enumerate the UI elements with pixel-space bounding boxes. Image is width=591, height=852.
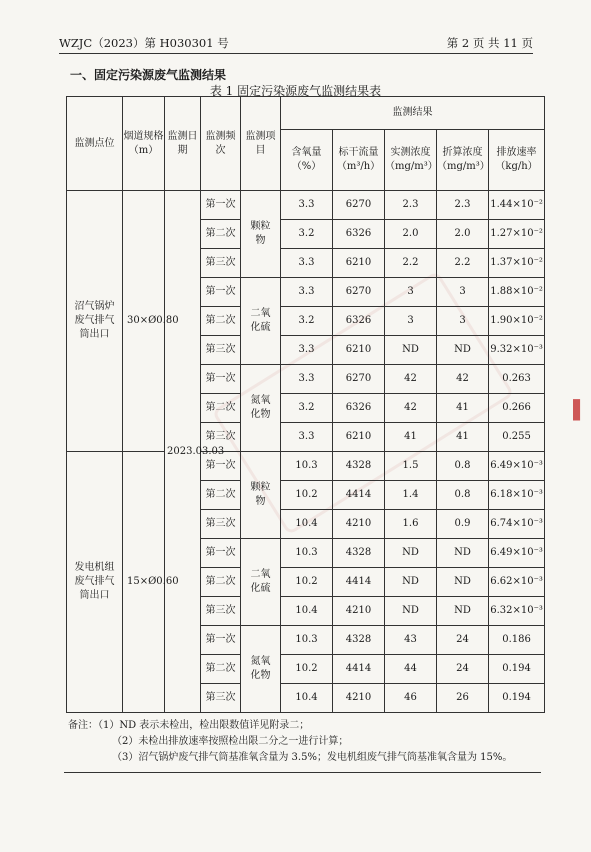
col-header-rate: 排放速率（kg/h） (489, 130, 545, 191)
frequency-cell: 第一次 (201, 539, 241, 568)
frequency-cell: 第一次 (201, 365, 241, 394)
table-caption: 表 1 固定污染源废气监测结果表 (209, 84, 382, 98)
converted-cell: 2.2 (437, 249, 489, 278)
measured-cell: 41 (385, 423, 437, 452)
col-header-converted: 折算浓度（mg/m³） (437, 130, 489, 191)
flow-cell: 6326 (333, 394, 385, 423)
col-header-point: 监测点位 (67, 97, 123, 191)
pollutant-item: 二氧化硫 (241, 278, 281, 365)
converted-cell: ND (437, 568, 489, 597)
frequency-cell: 第三次 (201, 336, 241, 365)
footer-divider (64, 772, 541, 773)
flow-cell: 4328 (333, 626, 385, 655)
oxygen-cell: 10.3 (281, 452, 333, 481)
rate-cell: 0.194 (489, 684, 545, 713)
measured-cell: 1.5 (385, 452, 437, 481)
rate-cell: 6.74×10⁻³ (489, 510, 545, 539)
flow-cell: 4328 (333, 452, 385, 481)
oxygen-cell: 10.2 (281, 481, 333, 510)
rate-cell: 6.18×10⁻³ (489, 481, 545, 510)
flow-cell: 4210 (333, 510, 385, 539)
rate-cell: 1.37×10⁻² (489, 249, 545, 278)
frequency-cell: 第一次 (201, 191, 241, 220)
frequency-cell: 第二次 (201, 568, 241, 597)
flow-cell: 4414 (333, 568, 385, 597)
note-3: （3）沼气锅炉废气排气筒基准氧含量为 3.5%；发电机组废气排气筒基准氧含量为 15%。 (112, 752, 513, 763)
converted-cell: 0.9 (437, 510, 489, 539)
rate-cell: 0.186 (489, 626, 545, 655)
rate-cell: 6.49×10⁻³ (489, 452, 545, 481)
rate-cell: 1.88×10⁻² (489, 278, 545, 307)
rate-cell: 6.49×10⁻³ (489, 539, 545, 568)
measured-cell: 1.6 (385, 510, 437, 539)
flow-cell: 4210 (333, 684, 385, 713)
converted-cell: ND (437, 336, 489, 365)
flow-cell: 6270 (333, 278, 385, 307)
note-1-line (68, 718, 512, 734)
oxygen-cell: 3.2 (281, 220, 333, 249)
frequency-cell: 第二次 (201, 220, 241, 249)
flow-cell: 6326 (333, 220, 385, 249)
section-title: 一、固定污染源废气监测结果 (70, 68, 227, 82)
frequency-cell: 第二次 (201, 394, 241, 423)
measured-cell: ND (385, 336, 437, 365)
monitoring-date: 2023.03.03 (165, 191, 201, 713)
oxygen-cell: 10.3 (281, 539, 333, 568)
measured-cell: 2.2 (385, 249, 437, 278)
flow-cell: 6270 (333, 191, 385, 220)
pollutant-item: 氮氧化物 (241, 365, 281, 452)
rate-cell: 1.90×10⁻² (489, 307, 545, 336)
pollutant-item: 颗粒物 (241, 191, 281, 278)
converted-cell: 26 (437, 684, 489, 713)
measured-cell: 3 (385, 278, 437, 307)
frequency-cell: 第三次 (201, 684, 241, 713)
col-header-oxygen: 含氧量（%） (281, 130, 333, 191)
rate-cell: 0.266 (489, 394, 545, 423)
converted-cell: 24 (437, 655, 489, 684)
pollutant-item: 二氧化硫 (241, 539, 281, 626)
notes (68, 718, 512, 766)
flow-cell: 4414 (333, 481, 385, 510)
measured-cell: 43 (385, 626, 437, 655)
converted-cell: 3 (437, 307, 489, 336)
flow-cell: 6270 (333, 365, 385, 394)
measured-cell: 46 (385, 684, 437, 713)
frequency-cell: 第三次 (201, 249, 241, 278)
measured-cell: 2.3 (385, 191, 437, 220)
measured-cell: 44 (385, 655, 437, 684)
oxygen-cell: 10.4 (281, 597, 333, 626)
document-number: WZJC（2023）第 H030301 号 (59, 36, 229, 50)
monitoring-point: 沼气锅炉废气排气筒出口 (67, 191, 123, 452)
rate-cell: 1.44×10⁻² (489, 191, 545, 220)
rate-cell: 0.263 (489, 365, 545, 394)
measured-cell: ND (385, 597, 437, 626)
frequency-cell: 第一次 (201, 452, 241, 481)
measured-cell: 42 (385, 394, 437, 423)
rate-cell: 6.32×10⁻³ (489, 597, 545, 626)
table-row (67, 191, 545, 220)
converted-cell: 0.8 (437, 452, 489, 481)
rate-cell: 1.27×10⁻² (489, 220, 545, 249)
flow-cell: 4328 (333, 539, 385, 568)
page-number: 第 2 页 共 11 页 (446, 36, 533, 50)
oxygen-cell: 3.2 (281, 307, 333, 336)
frequency-cell: 第二次 (201, 655, 241, 684)
flow-cell: 4210 (333, 597, 385, 626)
monitoring-point: 发电机组废气排气筒出口 (67, 452, 123, 713)
frequency-cell: 第一次 (201, 626, 241, 655)
flow-cell: 6326 (333, 307, 385, 336)
col-header-flow: 标干流量（m³/h） (333, 130, 385, 191)
converted-cell: ND (437, 539, 489, 568)
oxygen-cell: 3.3 (281, 191, 333, 220)
converted-cell: 3 (437, 278, 489, 307)
measured-cell: 42 (385, 365, 437, 394)
oxygen-cell: 10.4 (281, 684, 333, 713)
measured-cell: 2.0 (385, 220, 437, 249)
col-header-date: 监测日期 (165, 97, 201, 191)
oxygen-cell: 10.2 (281, 655, 333, 684)
pollutant-item: 氮氧化物 (241, 626, 281, 713)
col-header-results: 监测结果 (281, 97, 545, 130)
flow-cell: 6210 (333, 249, 385, 278)
frequency-cell: 第二次 (201, 481, 241, 510)
pollutant-item: 颗粒物 (241, 452, 281, 539)
measured-cell: 3 (385, 307, 437, 336)
flow-cell: 6210 (333, 423, 385, 452)
oxygen-cell: 3.3 (281, 365, 333, 394)
stack-spec: 15×Ø0.60 (123, 452, 165, 713)
rate-cell: 0.194 (489, 655, 545, 684)
oxygen-cell: 3.3 (281, 278, 333, 307)
header-divider (59, 53, 533, 54)
oxygen-cell: 3.3 (281, 249, 333, 278)
converted-cell: 2.0 (437, 220, 489, 249)
oxygen-cell: 3.3 (281, 423, 333, 452)
frequency-cell: 第三次 (201, 597, 241, 626)
converted-cell: 41 (437, 423, 489, 452)
stack-spec: 30×Ø0.80 (123, 191, 165, 452)
frequency-cell: 第三次 (201, 423, 241, 452)
flow-cell: 4414 (333, 655, 385, 684)
measured-cell: 1.4 (385, 481, 437, 510)
col-header-item: 监测项目 (241, 97, 281, 191)
frequency-cell: 第一次 (201, 278, 241, 307)
frequency-cell: 第二次 (201, 307, 241, 336)
edge-seal-fragment: ▌ (573, 400, 587, 421)
converted-cell: 2.3 (437, 191, 489, 220)
oxygen-cell: 3.3 (281, 336, 333, 365)
frequency-cell: 第三次 (201, 510, 241, 539)
note-1: （1）ND 表示未检出，检出限数值详见附录二； (98, 720, 310, 731)
col-header-measured: 实测浓度（mg/m³） (385, 130, 437, 191)
oxygen-cell: 10.4 (281, 510, 333, 539)
rate-cell: 0.255 (489, 423, 545, 452)
oxygen-cell: 10.3 (281, 626, 333, 655)
converted-cell: 24 (437, 626, 489, 655)
table-row (67, 452, 545, 481)
col-header-stack: 烟道规格（m） (123, 97, 165, 191)
oxygen-cell: 3.2 (281, 394, 333, 423)
oxygen-cell: 10.2 (281, 568, 333, 597)
converted-cell: 41 (437, 394, 489, 423)
results-table (66, 96, 545, 713)
notes-label: 备注： (68, 720, 98, 731)
measured-cell: ND (385, 539, 437, 568)
col-header-frequency: 监测频次 (201, 97, 241, 191)
rate-cell: 9.32×10⁻³ (489, 336, 545, 365)
measured-cell: ND (385, 568, 437, 597)
converted-cell: 42 (437, 365, 489, 394)
converted-cell: 0.8 (437, 481, 489, 510)
note-2: （2）未检出排放速率按照检出限二分之一进行计算； (112, 736, 349, 747)
converted-cell: ND (437, 597, 489, 626)
flow-cell: 6210 (333, 336, 385, 365)
rate-cell: 6.62×10⁻³ (489, 568, 545, 597)
